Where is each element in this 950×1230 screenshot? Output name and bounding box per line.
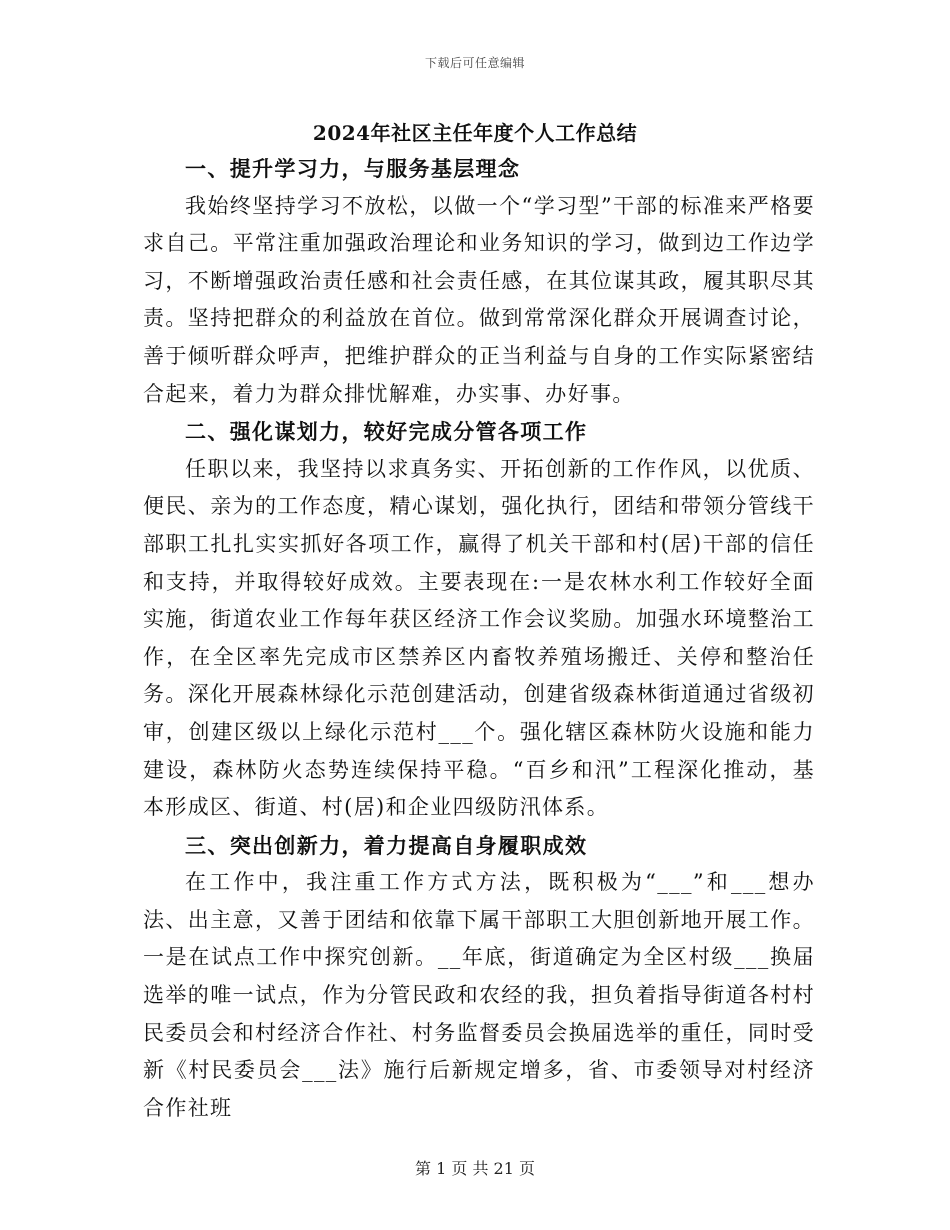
section-paragraph-1: 我始终坚持学习不放松，以做一个“学习型”干部的标准来严格要求自己。平常注重加强政治理论和业务知识的学习，做到边工作边学习，不断增强政治责任感和社会责任感，在其位谋其政，履其职尽其责。坚持把群众的利益放在首位。做到常常深化群众开展调查讨论，善于倾听群众呼声，把维护群众的正当利益与自身的工作实际紧密结合起来，着力为群众排忧解难，办实事、办好事。 <box>143 193 815 406</box>
section-heading-1: 一、提升学习力，与服务基层理念 <box>185 156 521 181</box>
section-paragraph-2: 任职以来，我坚持以求真务实、开拓创新的工作作风，以优质、便民、亲为的工作态度，精心谋划，强化执行，团结和带领分管线干部职工扎扎实实抓好各项工作，赢得了机关干部和村(居)干部的信任和支持，并取得较好成效。主要表现在:一是农林水利工作较好全面实施，街道农业工作每年获区经济工作会议奖励。加强水环境整治工作，在全区率先完成市区禁养区内畜牧养殖场搬迁、关停和整治任务。深化开展森林绿化示范创建活动，创建省级森林街道通过省级初审，创建区级以上绿化示范村___个。强化辖区森林防火设施和能力建设，森林防火态势连续保持平稳。“百乡和汛”工程深化推动，基本形成区、街道、村(居)和企业四级防汛体系。 <box>143 456 815 820</box>
document-body <box>143 150 815 1127</box>
section-heading-3: 三、突出创新力，着力提高自身履职成效 <box>185 832 588 858</box>
header-note: 下载后可任意编辑 <box>424 56 525 70</box>
section-paragraph-3: 在工作中，我注重工作方式方法，既积极为“___”和___想办法、出主意，又善于团结和依靠下属干部职工大胆创新地开展工作。一是在试点工作中探究创新。__年底，街道确定为全区村级___换届选举的唯一试点，作为分管民政和农经的我，担负着指导街道各村村民委员会和村经济合作社、村务监督委员会换届选举的重任，同时受新《村民委员会___法》施行后新规定增多，省、市委领导对村经济合作社班 <box>143 870 815 1120</box>
section-heading-2: 二、强化谋划力，较好完成分管各项工作 <box>185 419 588 445</box>
page-footer: 第 1 页 共 21 页 <box>415 1159 535 1178</box>
document-title: 2024年社区主任年度个人工作总结 <box>312 121 638 145</box>
